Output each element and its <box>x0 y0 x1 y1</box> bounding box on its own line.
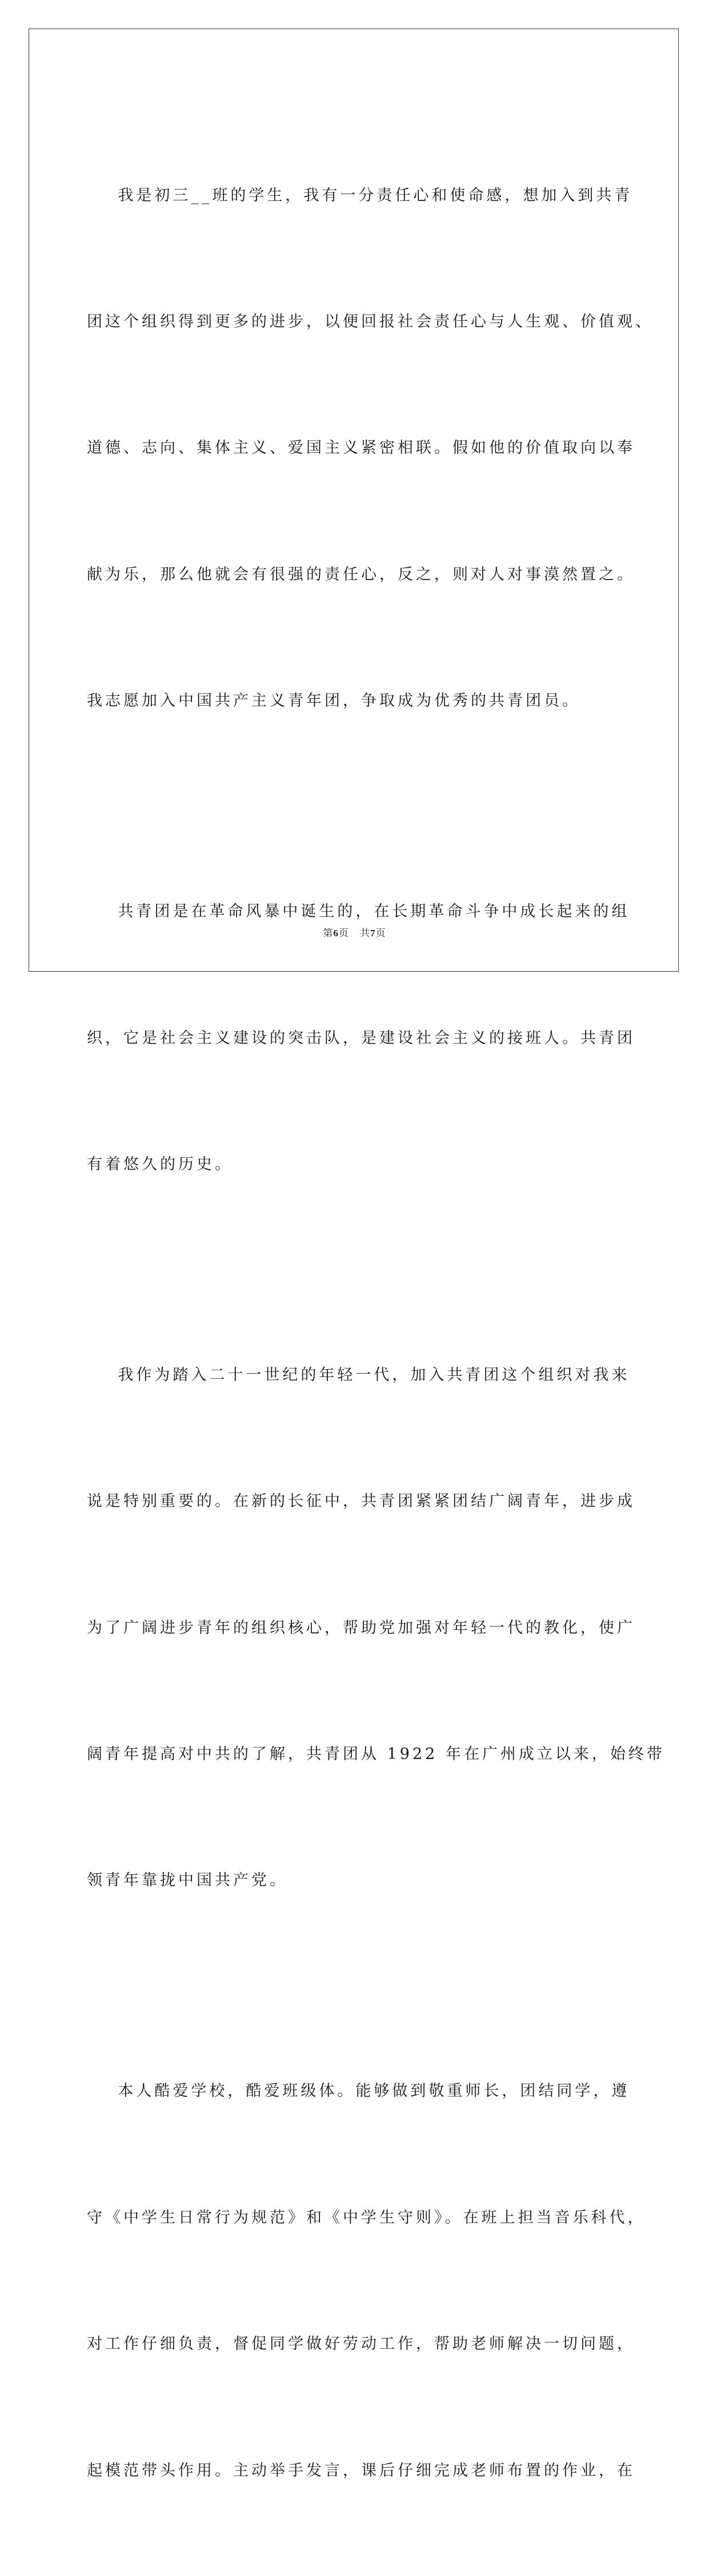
text-line: 领青年靠拢中国共产党。 <box>87 1871 288 1890</box>
total-label-prefix: 共 <box>360 928 371 939</box>
total-pages: 7 <box>370 928 376 939</box>
text-line: 守《中学生日常行为规范》和《中学生守则》。在班上担当音乐科代， <box>87 2208 646 2227</box>
total-label-suffix: 页 <box>375 928 386 939</box>
text-line: 织，它是社会主义建设的突击队，是建设社会主义的接班人。共青团 <box>87 1029 635 1047</box>
text-line: 道德、志向、集体主义、爱国主义紧密相联。假如他的价值取向以奉 <box>87 439 635 457</box>
text-line: 献为乐，那么他就会有很强的责任心，反之，则对人对事漠然置之。 <box>87 565 635 583</box>
text-line: 我志愿加入中国共产主义青年团，争取成为优秀的共青团员。 <box>87 692 580 710</box>
text-line: 起模范带头作用。主动举手发言，课后仔细完成老师布置的作业，在 <box>87 2461 635 2480</box>
text-line: 阔青年提高对中共的了解，共青团从 1922 年在广州成立以来，始终带 <box>87 1745 665 1764</box>
text-line: 对工作仔细负责，督促同学做好劳动工作，帮助老师解决一切问题， <box>87 2335 635 2353</box>
text-line: 有着悠久的历史。 <box>87 1155 233 1173</box>
paragraph-3 <box>87 1270 665 1986</box>
text-line: 我是初三__班的学生，我有一分责任心和使命感，想加入到共青 <box>87 186 633 204</box>
page-label-prefix: 第 <box>323 928 334 939</box>
text-line: 本人酷爱学校，酷爱班级体。能够做到敬重师长，团结同学，遵 <box>87 2082 630 2100</box>
paragraph-2 <box>87 807 635 1270</box>
document-body <box>87 90 665 2576</box>
page-label-suffix: 页 <box>338 928 349 939</box>
paragraph-4 <box>87 1986 646 2576</box>
text-line: 团这个组织得到更多的进步，以便回报社会责任心与人生观、价值观、 <box>87 312 654 331</box>
paragraph-1 <box>87 90 654 807</box>
page-number: 6 <box>333 928 339 939</box>
page-footer <box>0 925 709 939</box>
text-line: 为了广阔进步青年的组织核心，帮助党加强对年轻一代的教化，使广 <box>87 1619 635 1637</box>
text-line: 我作为踏入二十一世纪的年轻一代，加入共青团这个组织对我来 <box>87 1366 630 1384</box>
text-line: 说是特别重要的。在新的长征中，共青团紧紧团结广阔青年，进步成 <box>87 1492 635 1511</box>
text-line: 共青团是在革命风暴中诞生的，在长期革命斗争中成长起来的组 <box>87 903 630 921</box>
